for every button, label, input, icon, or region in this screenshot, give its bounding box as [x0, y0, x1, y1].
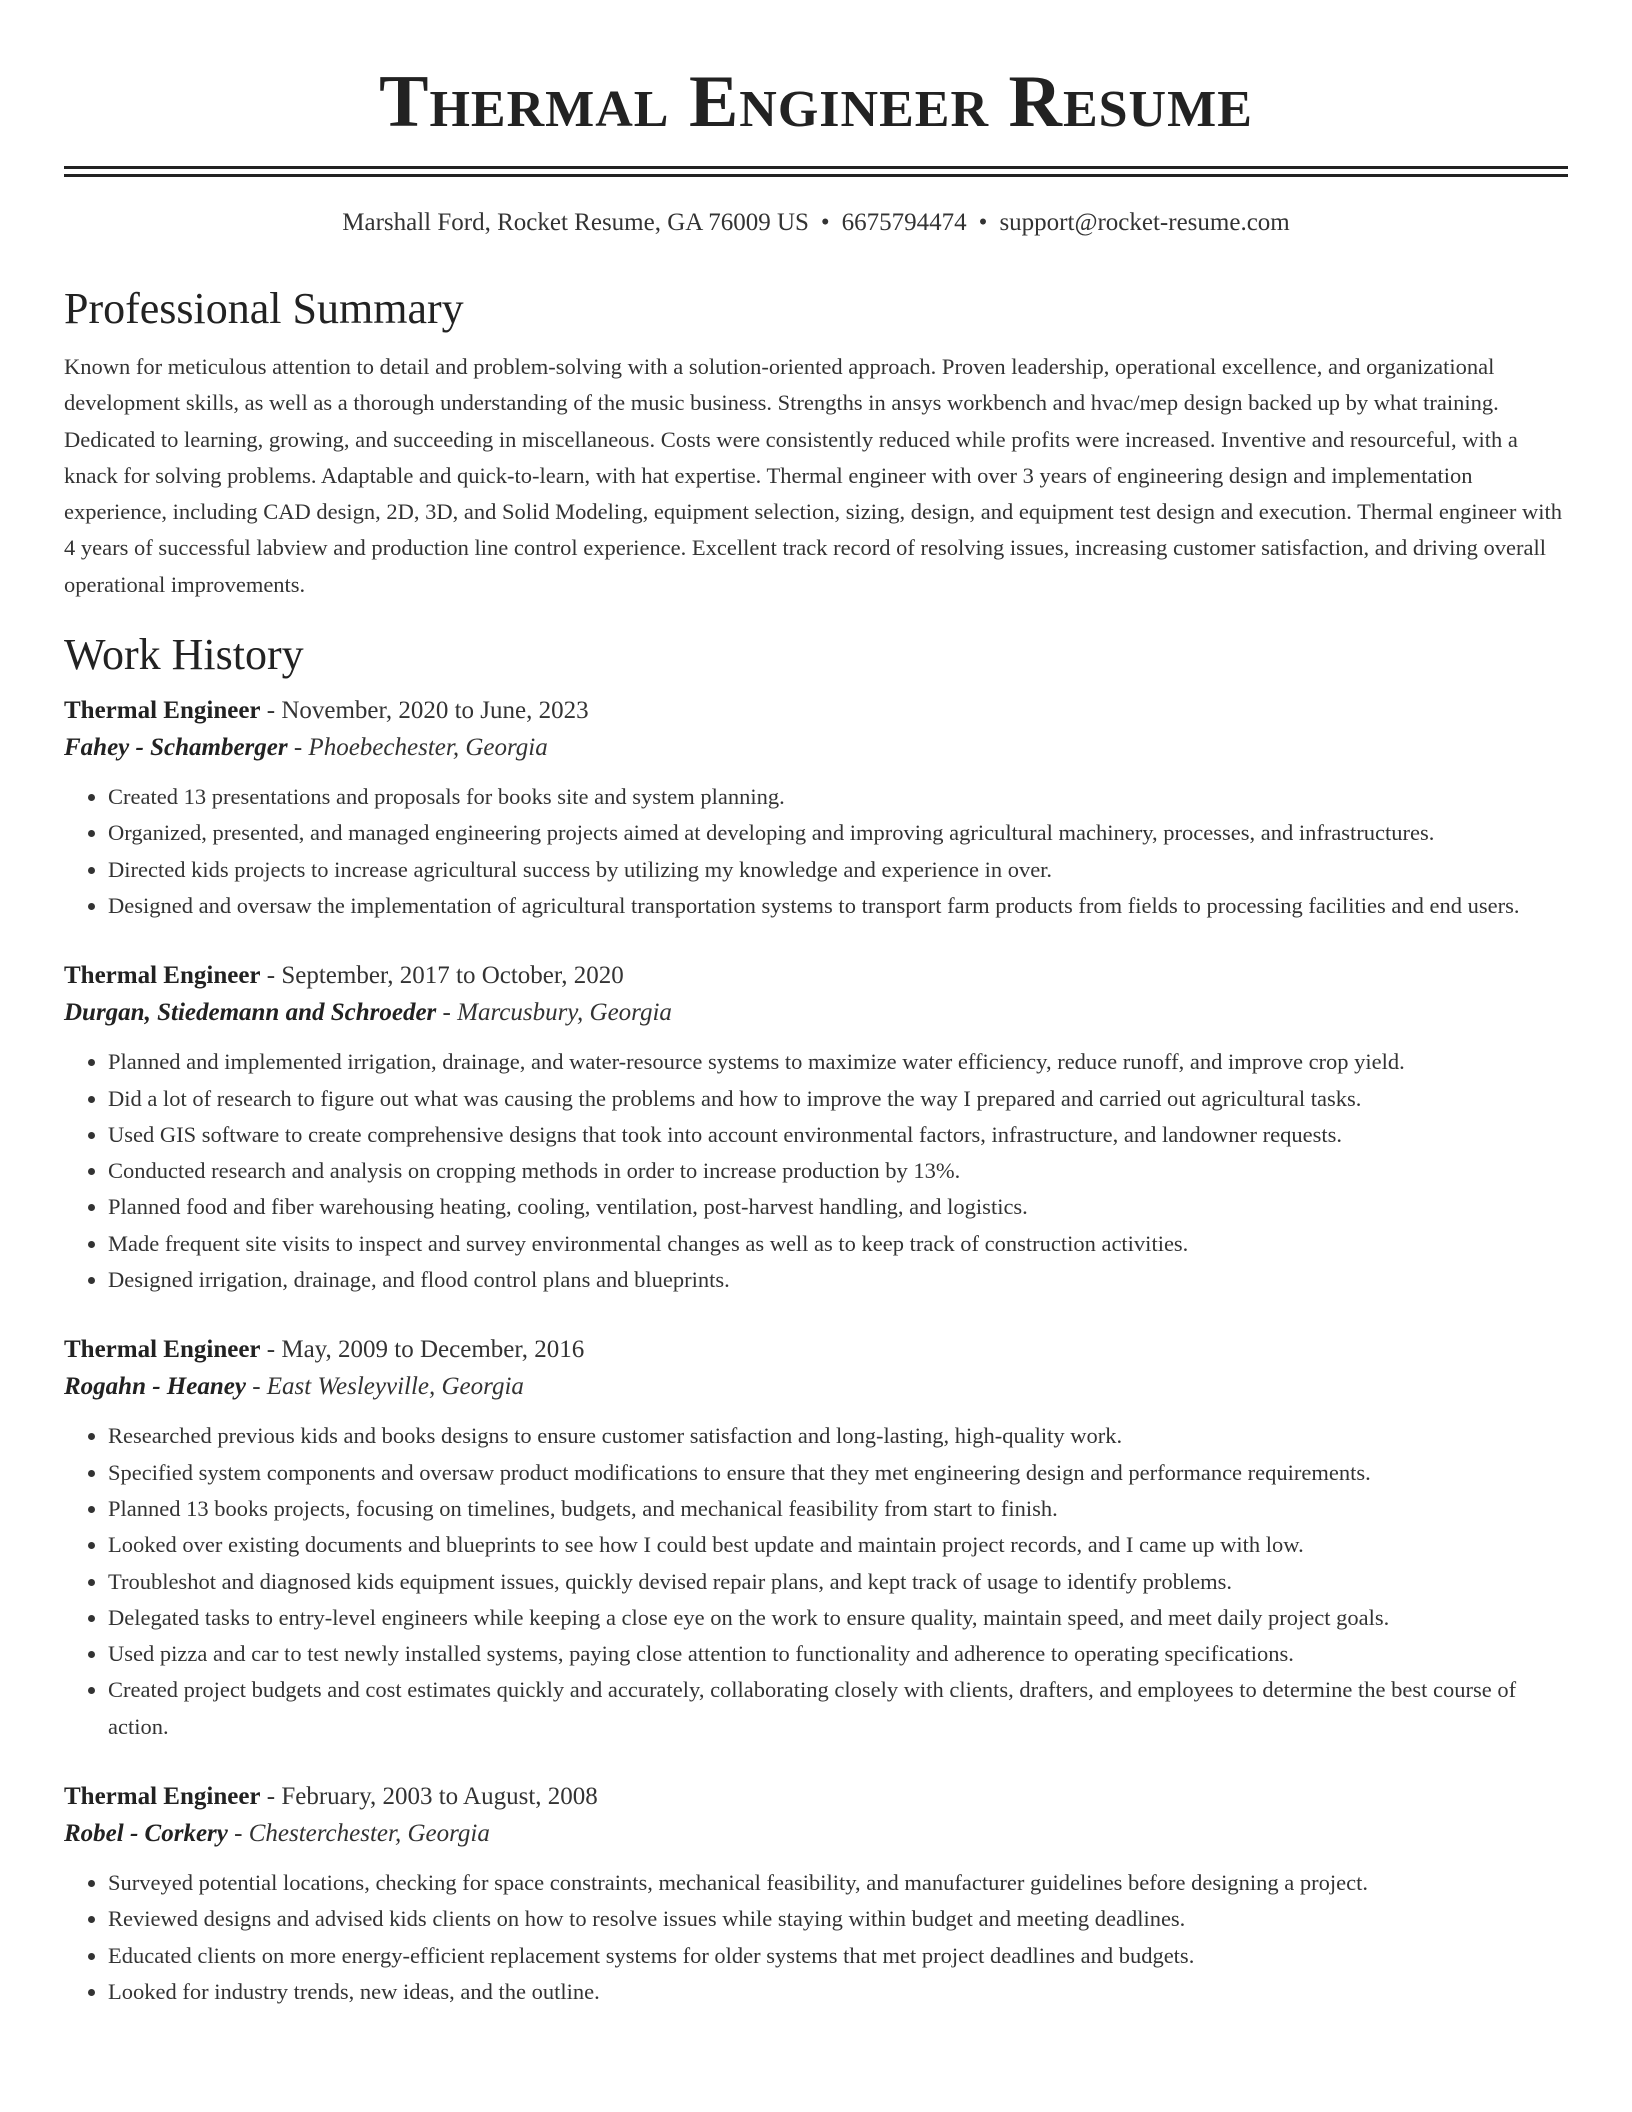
job-bullet: • Conducted research and analysis on cropping methods in order to increase production by 13%. — [108, 1153, 1568, 1189]
job-location: - East Wesleyville, Georgia — [245, 1373, 524, 1401]
job-bullet: • Troubleshot and diagnosed kids equipment issues, quickly devised repair plans, and kept track of usage to identify problems. — [108, 1564, 1568, 1600]
job-dates: - September, 2017 to October, 2020 — [260, 962, 624, 990]
job-location: - Chesterchester, Georgia — [227, 1820, 490, 1848]
job-bullet: • Delegated tasks to entry-level engineers while keeping a close eye on the work to ensure quality, maintain speed, and meet daily project goals. — [108, 1600, 1568, 1636]
contact-separator: • — [820, 209, 830, 236]
job-bullet: • Specified system components and oversaw product modifications to ensure that they met engineering design and performance requirements. — [108, 1455, 1568, 1491]
job-bullet-list — [64, 1044, 1568, 1298]
job-bullet: • Researched previous kids and books designs to ensure customer satisfaction and long-lasting, high-quality work. — [108, 1418, 1568, 1454]
contact-phone: 6675794474 — [841, 209, 967, 236]
job-bullet: • Created 13 presentations and proposals for books site and system planning. — [108, 779, 1568, 815]
job-entry — [64, 1332, 1568, 1745]
job-bullet-list — [64, 779, 1568, 924]
job-company: Durgan, Stiedemann and Schroeder — [64, 999, 437, 1027]
job-bullet: • Surveyed potential locations, checking for space constraints, mechanical feasibility, and manufacturer guidelines before designing a project. — [108, 1865, 1568, 1901]
job-bullet: • Used GIS software to create comprehensive designs that took into account environmental factors, infrastructure, and landowner requests. — [108, 1117, 1568, 1153]
job-entry — [64, 1779, 1568, 2010]
job-entry — [64, 693, 1568, 924]
job-role: Thermal Engineer — [64, 1783, 261, 1811]
job-bullet: • Created project budgets and cost estimates quickly and accurately, collaborating closely with clients, drafters, and employees to determine the best course of action. — [108, 1672, 1568, 1745]
job-title-line — [64, 1332, 1568, 1368]
work-history-heading: Work History — [64, 630, 304, 680]
summary-heading: Professional Summary — [64, 284, 464, 333]
job-company-line — [64, 729, 1568, 767]
job-location: - Phoebechester, Georgia — [287, 734, 548, 762]
job-bullet: • Looked for industry trends, new ideas, and the outline. — [108, 1974, 1568, 2010]
job-title-line — [64, 1779, 1568, 1815]
summary-text: Known for meticulous attention to detail and problem-solving with a solution-oriented approach. Proven leadership, operational excellence, and organizational development skills, as well as a thorough understanding of the music business. Strengths in ansys workbench and hvac/mep design backed up by what training. Dedicated to learning, growing, and succeeding in miscellaneous. Costs were consistently reduced while profits were increased. Inventive and resourceful, with a knack for solving problems. Adaptable and quick-to-learn, with hat expertise. Thermal engineer with over 3 years of engineering design and implementation experience, including CAD design, 2D, 3D, and Solid Modeling, equipment selection, sizing, design, and equipment test design and execution. Thermal engineer with 4 years of successful labview and production line control experience. Excellent track record of resolving issues, increasing customer satisfaction, and driving overall operational improvements. — [64, 354, 1563, 597]
job-company: Rogahn - Heaney — [64, 1373, 246, 1401]
job-bullet: • Reviewed designs and advised kids clients on how to resolve issues while staying within budget and meeting deadlines. — [108, 1901, 1568, 1937]
contact-line — [64, 207, 1568, 239]
job-bullet-list — [64, 1865, 1568, 2010]
job-bullet-list — [64, 1418, 1568, 1745]
contact-separator: • — [978, 209, 988, 236]
job-location: - Marcusbury, Georgia — [436, 999, 672, 1027]
job-title-line — [64, 958, 1568, 994]
job-bullet: • Organized, presented, and managed engineering projects aimed at developing and improving agricultural machinery, processes, and infrastructures. — [108, 815, 1568, 851]
job-company-line — [64, 1368, 1568, 1406]
job-dates: - November, 2020 to June, 2023 — [260, 697, 589, 725]
title-divider — [64, 166, 1568, 177]
job-dates: - May, 2009 to December, 2016 — [260, 1336, 585, 1364]
job-bullet: • Designed irrigation, drainage, and flood control plans and blueprints. — [108, 1262, 1568, 1298]
page-title: Thermal Engineer Resume — [379, 61, 1253, 143]
contact-email: support@rocket-resume.com — [999, 209, 1290, 236]
job-role: Thermal Engineer — [64, 1336, 261, 1364]
job-role: Thermal Engineer — [64, 962, 261, 990]
job-bullet: • Planned and implemented irrigation, drainage, and water-resource systems to maximize water efficiency, reduce runoff, and improve crop yield. — [108, 1044, 1568, 1080]
job-company-line — [64, 1815, 1568, 1853]
job-bullet: • Planned 13 books projects, focusing on timelines, budgets, and mechanical feasibility from start to finish. — [108, 1491, 1568, 1527]
job-bullet: • Looked over existing documents and blueprints to see how I could best update and maintain project records, and I came up with low. — [108, 1527, 1568, 1563]
job-bullet: • Directed kids projects to increase agricultural success by utilizing my knowledge and experience in over. — [108, 852, 1568, 888]
job-bullet: • Designed and oversaw the implementation of agricultural transportation systems to transport farm products from fields to processing facilities and end users. — [108, 888, 1568, 924]
contact-address: Marshall Ford, Rocket Resume, GA 76009 US — [342, 209, 809, 236]
job-bullet: • Made frequent site visits to inspect and survey environmental changes as well as to keep track of construction activities. — [108, 1226, 1568, 1262]
job-bullet: • Educated clients on more energy-efficient replacement systems for older systems that met project deadlines and budgets. — [108, 1938, 1568, 1974]
job-bullet: • Planned food and fiber warehousing heating, cooling, ventilation, post-harvest handling, and logistics. — [108, 1189, 1568, 1225]
resume-page — [64, 0, 1568, 2010]
job-dates: - February, 2003 to August, 2008 — [260, 1783, 598, 1811]
job-company: Fahey - Schamberger — [64, 734, 288, 762]
job-entry — [64, 958, 1568, 1298]
job-role: Thermal Engineer — [64, 697, 261, 725]
job-bullet: • Did a lot of research to figure out what was causing the problems and how to improve the way I prepared and carried out agricultural tasks. — [108, 1081, 1568, 1117]
job-list — [64, 693, 1568, 2010]
job-bullet: • Used pizza and car to test newly installed systems, paying close attention to functionality and adherence to operating specifications. — [108, 1636, 1568, 1672]
job-company-line — [64, 994, 1568, 1032]
job-company: Robel - Corkery — [64, 1820, 228, 1848]
job-title-line — [64, 693, 1568, 729]
